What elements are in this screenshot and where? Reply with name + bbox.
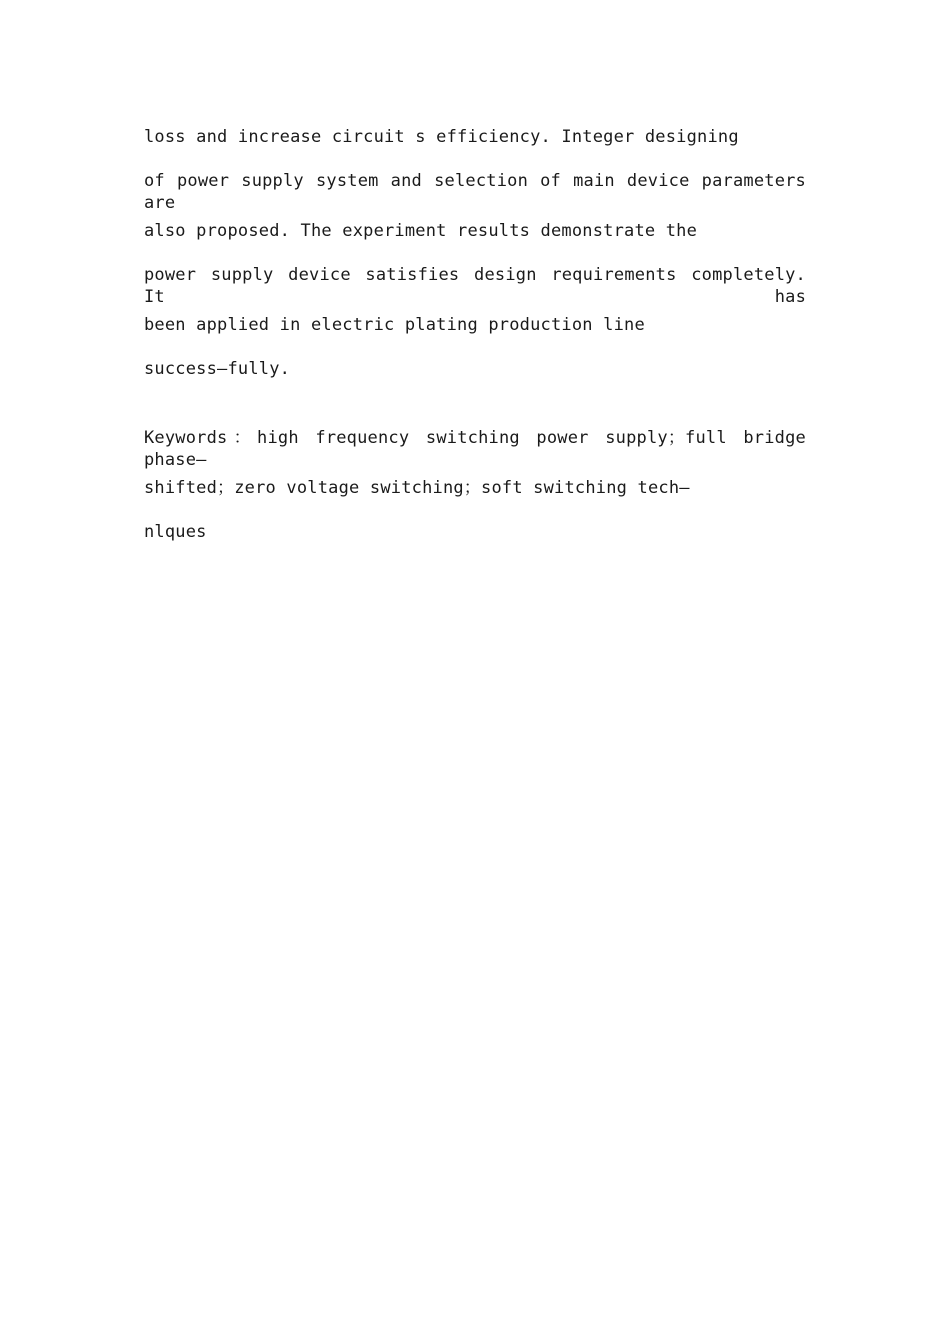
abstract-line-3: also proposed. The experiment results demonstrate the: [144, 221, 698, 241]
keywords-line-3: nlques: [144, 522, 207, 542]
abstract-line-1: loss and increase circuit s efficiency. Integer designing: [144, 127, 739, 147]
keywords-line-2: shifted；zero voltage switching；soft switching tech—: [144, 478, 690, 498]
abstract-line-6: success—fully.: [144, 359, 291, 379]
abstract-line-2: of power supply system and selection of main device parameters are: [144, 171, 806, 213]
abstract-line-4: power supply device satisfies design requirements completely. It has: [144, 265, 806, 307]
abstract-line-5: been applied in electric plating production line: [144, 315, 645, 335]
keywords-line-1: Keywords：high frequency switching power supply；full bridge phase—: [144, 428, 806, 470]
